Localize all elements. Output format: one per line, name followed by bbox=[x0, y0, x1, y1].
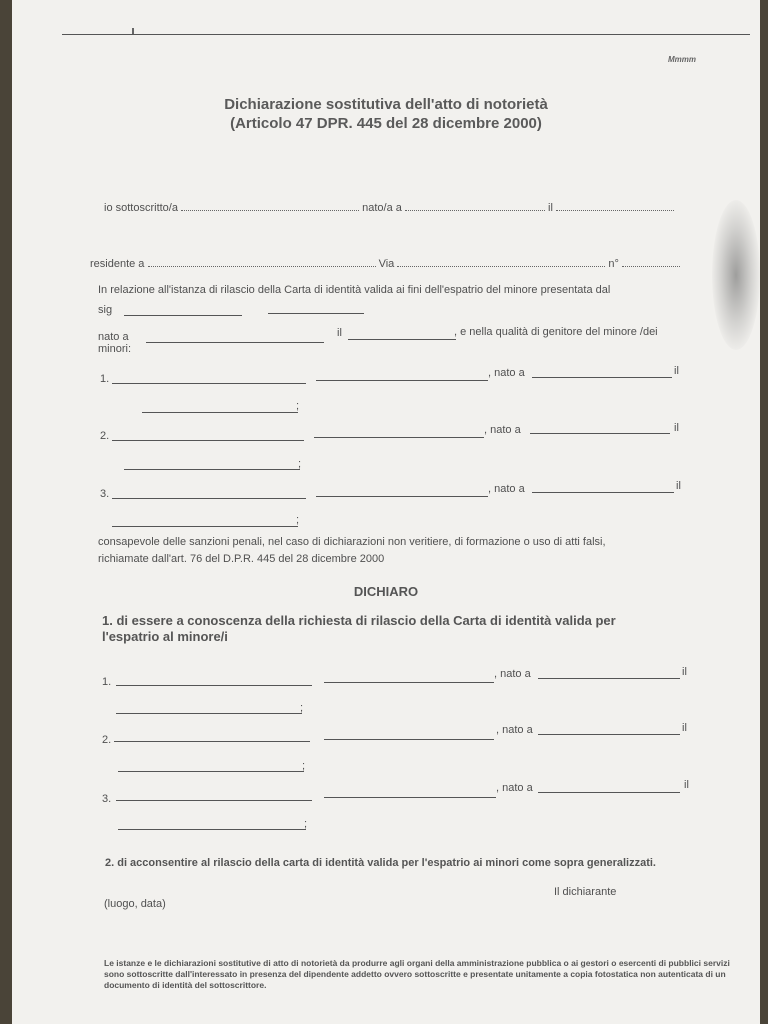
minor-end: ; bbox=[296, 514, 300, 526]
form-title: Dichiarazione sostitutiva dell'atto di notorietà bbox=[224, 96, 548, 113]
minor-end: ; bbox=[304, 818, 308, 830]
minor-nato-label: , nato a bbox=[488, 367, 525, 379]
minor-nato-label: , nato a bbox=[484, 424, 521, 436]
minor-name-field[interactable] bbox=[112, 383, 306, 384]
residente-label: residente a bbox=[90, 258, 145, 270]
minor-name-field[interactable] bbox=[116, 800, 312, 801]
minor-birthdate-field[interactable] bbox=[116, 713, 302, 714]
il-label-2: il bbox=[337, 327, 342, 339]
minor-birthdate-field[interactable] bbox=[124, 469, 300, 470]
minor-surname-field[interactable] bbox=[316, 380, 488, 381]
minor-birthplace-field[interactable] bbox=[538, 678, 680, 679]
minor-il-label: il bbox=[682, 722, 687, 734]
point1-line1: 1. di essere a conoscenza della richiesta di rilascio della Carta di identità valida per bbox=[102, 613, 616, 628]
minor-name-field[interactable] bbox=[112, 440, 304, 441]
minor-name-field[interactable] bbox=[112, 498, 306, 499]
form-subtitle: (Articolo 47 DPR. 445 del 28 dicembre 2000) bbox=[230, 115, 542, 132]
minor-num: 2. bbox=[102, 734, 112, 746]
minor-end: ; bbox=[300, 702, 304, 714]
il-label: il bbox=[548, 202, 553, 214]
consapevole-line2: richiamate dall'art. 76 del D.P.R. 445 del 28 dicembre 2000 bbox=[98, 553, 385, 565]
minor-birthplace-field[interactable] bbox=[532, 492, 674, 493]
birthplace-field[interactable] bbox=[405, 209, 545, 211]
minor-nato-label: , nato a bbox=[488, 483, 525, 495]
minor-num: 1. bbox=[102, 676, 112, 688]
residence-field[interactable] bbox=[148, 265, 376, 267]
minor-nato-label: , nato a bbox=[496, 782, 533, 794]
qualita-text: , e nella qualità di genitore del minore /dei bbox=[454, 326, 658, 338]
minor-surname-field[interactable] bbox=[324, 797, 496, 798]
street-field[interactable] bbox=[397, 265, 605, 267]
minor-birthplace-field[interactable] bbox=[532, 377, 672, 378]
minor-birthplace-field[interactable] bbox=[538, 734, 680, 735]
minor-birthdate-field[interactable] bbox=[118, 771, 304, 772]
residente-row bbox=[90, 258, 680, 270]
sottoscritto-row bbox=[104, 202, 674, 214]
toner-stain bbox=[712, 200, 760, 350]
form-sheet bbox=[12, 0, 760, 1024]
sig-surname-field[interactable] bbox=[268, 313, 364, 314]
top-rule bbox=[62, 34, 750, 35]
minor-birthdate-field[interactable] bbox=[142, 412, 298, 413]
minor-il-label: il bbox=[674, 365, 679, 377]
minor-num: 3. bbox=[100, 488, 110, 500]
footer-note: Le istanze e le dichiarazioni sostitutive di atto di notorietà da produrre agli organi della amministrazione pubblica o ai gestori o esercenti di pubblici servizi sono sottoscritte dall'interessato in presenza del dipendente addetto ovvero sottoscritte e presentate unitamente a copia fotostatica non autenticata di un documento di identità del sottoscrittore. bbox=[104, 958, 730, 990]
corner-mark: Mmmm bbox=[667, 55, 696, 64]
numero-label: n° bbox=[608, 258, 619, 270]
minor-surname-field[interactable] bbox=[324, 739, 494, 740]
point1-line2: l'espatrio al minore/i bbox=[102, 629, 228, 644]
nato-label: nato/a a bbox=[362, 202, 402, 214]
sottoscritto-field[interactable] bbox=[181, 209, 359, 211]
minor-surname-field[interactable] bbox=[324, 682, 494, 683]
minor-num: 3. bbox=[102, 793, 112, 805]
minor-birthplace-field[interactable] bbox=[538, 792, 680, 793]
dichiarante-label: Il dichiarante bbox=[554, 886, 617, 898]
minor-il-label: il bbox=[676, 480, 681, 492]
point2: 2. di acconsentire al rilascio della carta di identità valida per l'espatrio ai minori come sopra generalizzati. bbox=[105, 857, 656, 869]
minor-birthdate-field[interactable] bbox=[112, 526, 298, 527]
nato-label-2: nato a bbox=[98, 331, 129, 343]
minor-end: ; bbox=[298, 458, 302, 470]
parent-birthplace-field[interactable] bbox=[146, 342, 324, 343]
minor-num: 1. bbox=[100, 373, 110, 385]
minor-end: ; bbox=[296, 400, 300, 412]
minor-il-label: il bbox=[684, 779, 689, 791]
street-number-field[interactable] bbox=[622, 265, 680, 267]
minor-nato-label: , nato a bbox=[496, 724, 533, 736]
minor-nato-label: , nato a bbox=[494, 668, 531, 680]
sottoscritto-label: io sottoscritto/a bbox=[104, 202, 178, 214]
minor-name-field[interactable] bbox=[116, 685, 312, 686]
via-label: Via bbox=[378, 258, 395, 270]
parent-birthdate-field[interactable] bbox=[348, 339, 456, 340]
relazione-text: In relazione all'istanza di rilascio della Carta di identità valida ai fini dell'espatrio del minore presentata dal bbox=[98, 284, 611, 296]
minor-il-label: il bbox=[674, 422, 679, 434]
luogo-data-label: (luogo, data) bbox=[104, 898, 166, 910]
top-rule-tick bbox=[132, 28, 134, 34]
minor-surname-field[interactable] bbox=[316, 496, 488, 497]
sig-label: sig bbox=[98, 304, 113, 316]
consapevole-line1: consapevole delle sanzioni penali, nel caso di dichiarazioni non veritiere, di formazione o uso di atti falsi, bbox=[98, 536, 606, 548]
dichiaro-heading: DICHIARO bbox=[353, 584, 419, 599]
minor-name-field[interactable] bbox=[114, 741, 310, 742]
minori-label: minori: bbox=[98, 343, 132, 355]
minor-num: 2. bbox=[100, 430, 110, 442]
minor-end: ; bbox=[302, 760, 306, 772]
minor-surname-field[interactable] bbox=[314, 437, 484, 438]
minor-birthdate-field[interactable] bbox=[118, 829, 306, 830]
point1 bbox=[102, 613, 722, 645]
birthdate-field[interactable] bbox=[556, 209, 674, 211]
minor-il-label: il bbox=[682, 666, 687, 678]
sig-name-field[interactable] bbox=[124, 315, 242, 316]
minor-birthplace-field[interactable] bbox=[530, 433, 670, 434]
